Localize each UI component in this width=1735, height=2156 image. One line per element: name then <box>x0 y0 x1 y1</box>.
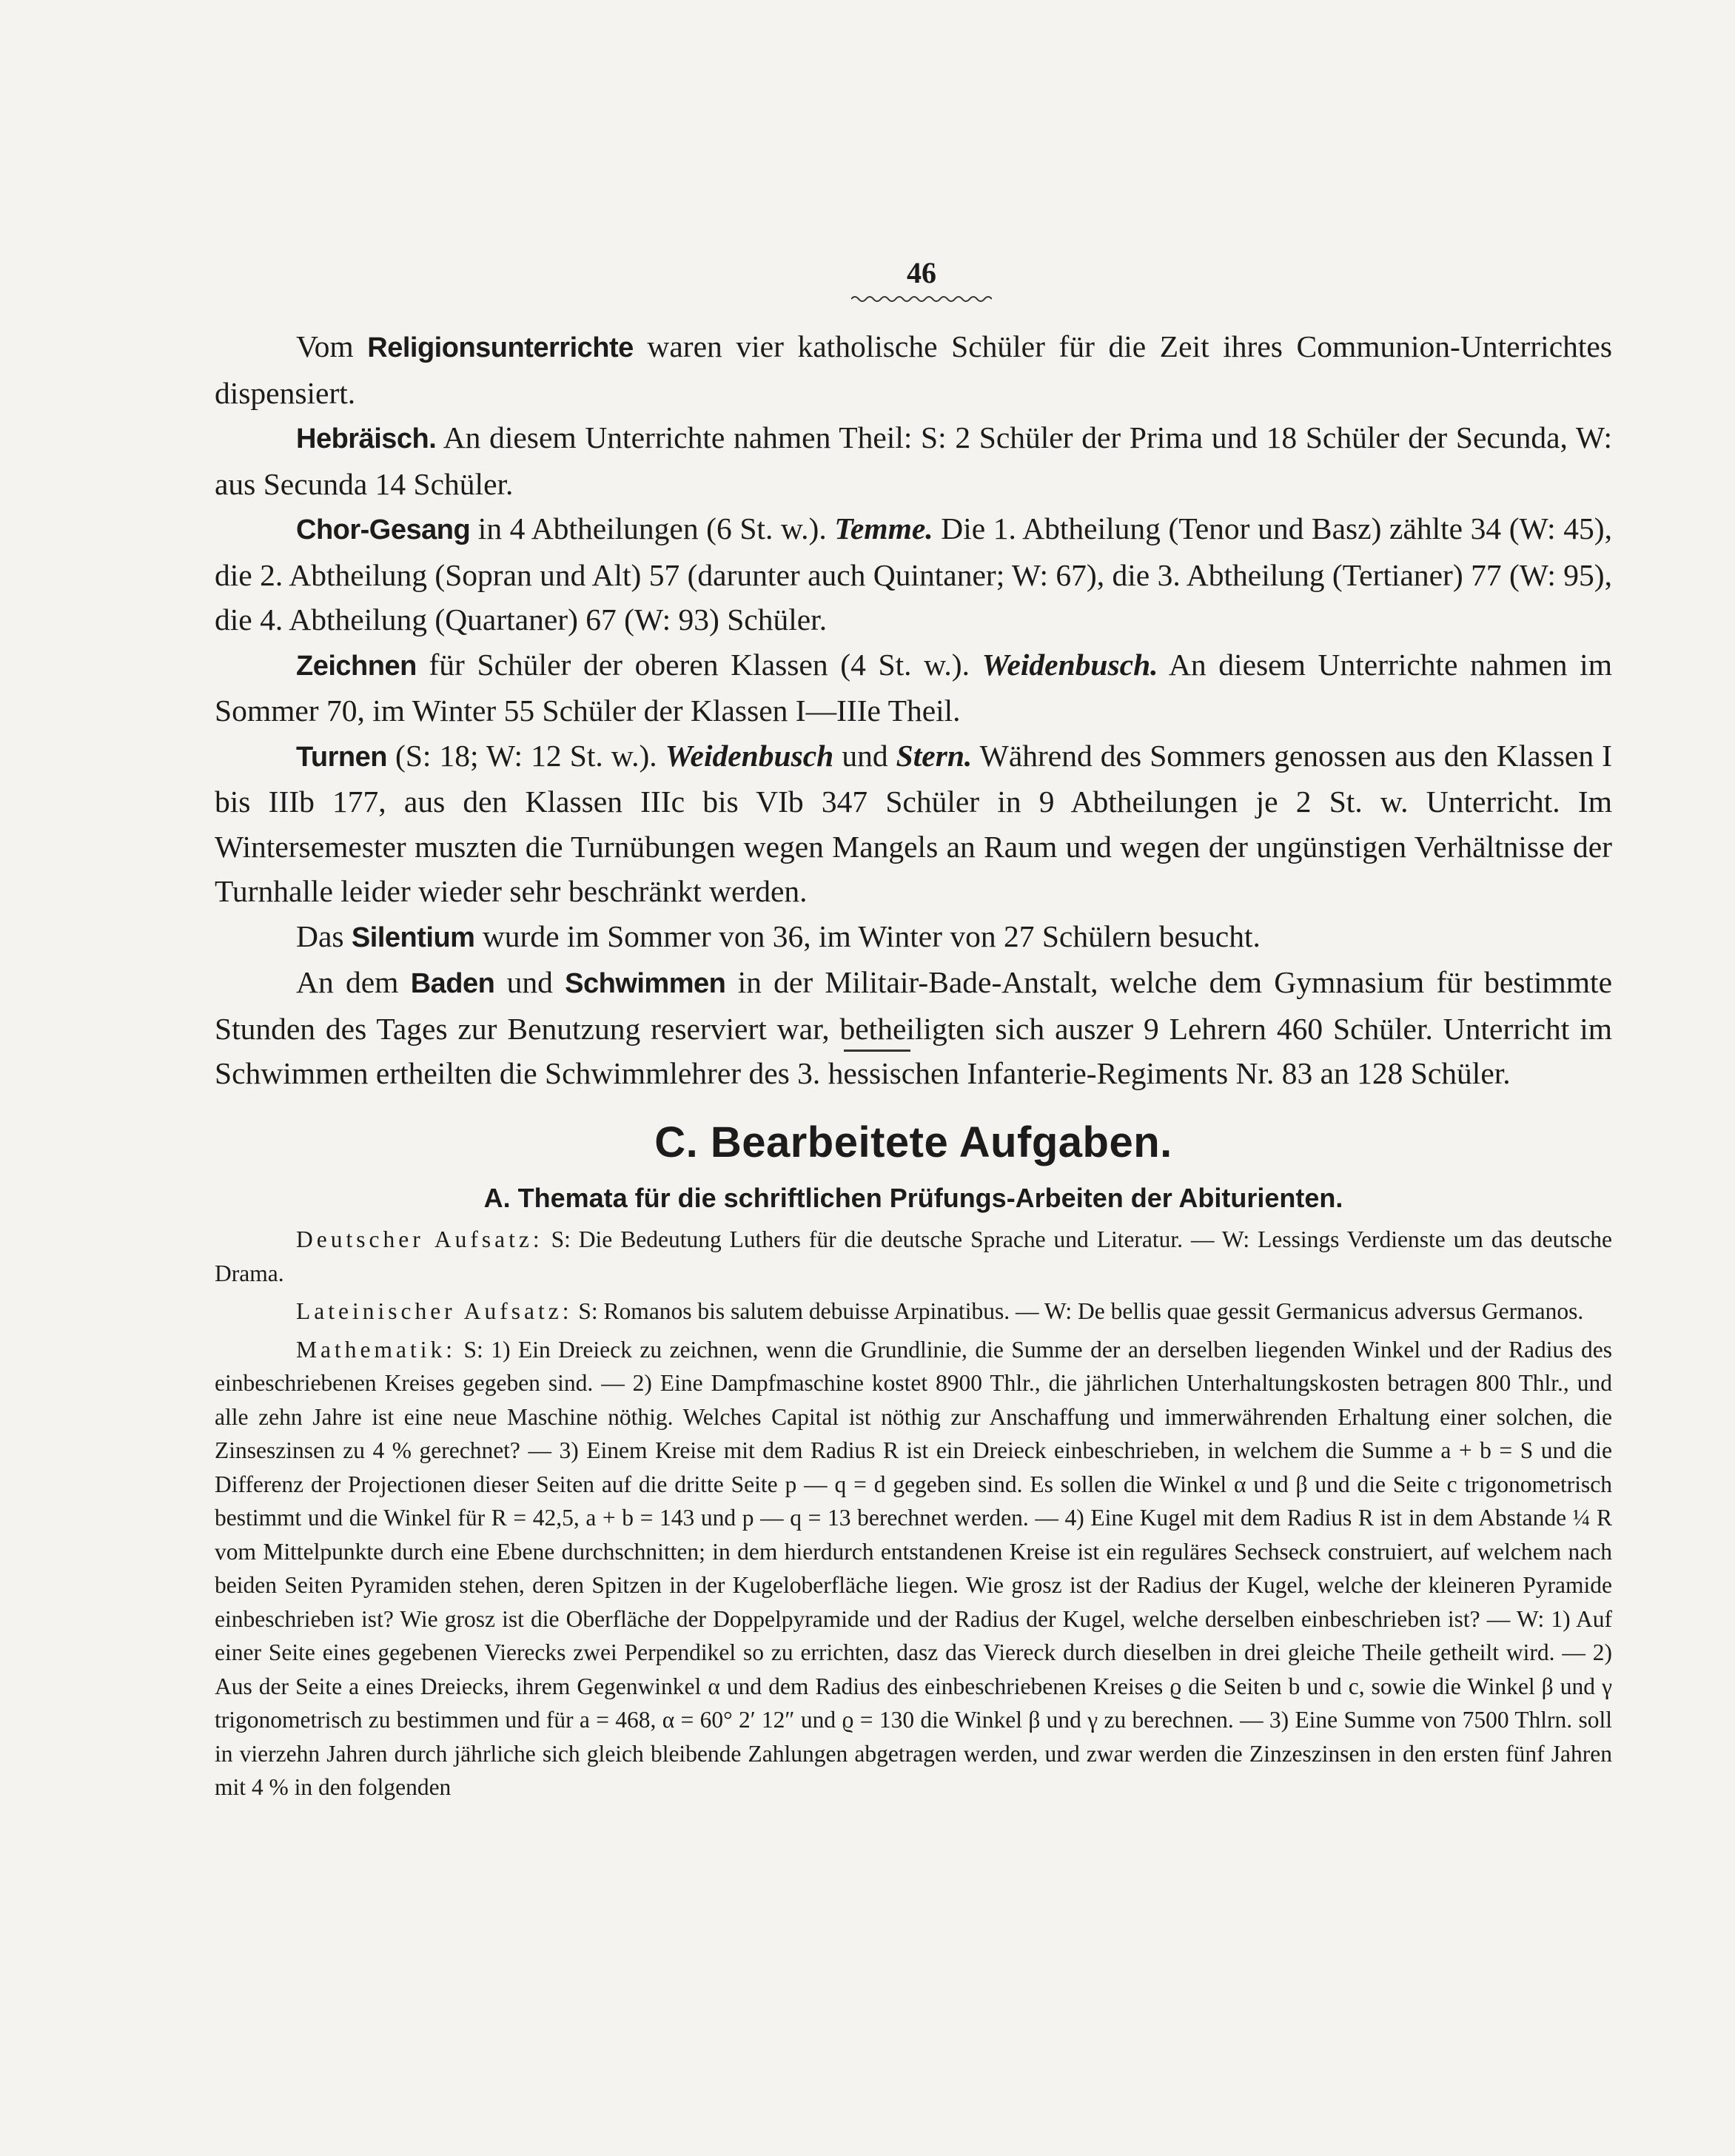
exam-topics <box>215 1223 1612 1809</box>
topic-latin: Lateinischer Aufsatz: S: Romanos bis salutem debuisse Arpinatibus. — W: De bellis quae gessit Germanicus adversus Germanos. <box>296 1298 1584 1324</box>
keyword: Schwimmen <box>565 968 726 999</box>
keyword: Baden <box>410 968 495 999</box>
paragraph-hebrew: Hebräisch. An diesem Unterrichte nahmen Theil: S: 2 Schüler der Prima und 18 Schüler der Secunda, W: aus Secunda 14 Schüler. <box>215 420 1612 501</box>
page-number: 46 <box>907 256 936 289</box>
keyword: Turnen <box>296 741 387 773</box>
paragraph-drawing: Zeichnen für Schüler der oberen Klassen (4 St. w.). Weidenbusch. An diesem Unterrichte nahmen im Sommer 70, im Winter 55 Schüler der Klassen I—IIIe Theil. <box>215 647 1612 728</box>
keyword: Hebräisch. <box>296 423 437 454</box>
page-number-ornament <box>851 295 992 303</box>
section-divider <box>844 1050 910 1052</box>
paragraph-gymnastics: Turnen (S: 18; W: 12 St. w.). Weidenbusch und Stern. Während des Sommers genossen aus den Klassen I bis IIIb 177, aus den Klassen IIIc bis VIb 347 Schüler in 9 Abtheilungen je 2 St. w. Unterricht. Im Wintersemester muszten die Turnübungen wegen Mangels an Raum und wegen der ungünstigen Verhältnisse der Turnhalle leider wieder sehr beschränkt werden. <box>215 738 1612 908</box>
paragraph-swimming: An dem Baden und Schwimmen in der Militair-Bade-Anstalt, welche dem Gymnasium für bestimmte Stunden des Tages zur Benutzung reserviert war, betheiligten sich auszer 9 Lehrern 460 Schüler. Unterricht im Schwimmen ertheilten die Schwimmlehrer des 3. hessischen Infanterie-Regiments Nr. 83 an 128 Schüler. <box>215 965 1612 1090</box>
keyword: Chor-Gesang <box>296 514 471 545</box>
body-text <box>215 324 1612 1096</box>
keyword: Silentium <box>351 921 475 953</box>
topic-mathematics: Mathematik: S: 1) Ein Dreieck zu zeichnen, wenn die Grundlinie, die Summe der an derselben liegenden Winkel und der Radius des einbeschriebenen Kreises gegeben sind. — 2) Eine Dampfmaschine kostet 8900 Thlr., die jährlichen Unterhaltungskosten betragen 800 Thlr., und alle zehn Jahre ist eine neue Maschine nöthig. Welches Capital ist nöthig zur Anschaffung und immerwährenden Erhaltung einer solchen, die Zinseszinsen zu 4 % gerechnet? — 3) Einem Kreise mit dem Radius R ist ein Dreieck einbeschrieben, in welchem die Summe a + b = S und die Differenz der Projectionen dieser Seiten auf die dritte Seite p — q = d gegeben sind. Es sollen die Winkel α und β und die Seite c trigonometrisch bestimmt und die Winkel für R = 42,5, a + b = 143 und p — q = 13 berechnet werden. — 4) Eine Kugel mit dem Radius R ist in dem Abstande ¼ R vom Mittelpunkte durch eine Ebene durchschnitten; in dem hierdurch entstandenen Kreise ist ein reguläres Sechseck construiert, auf welchem nach beiden Seiten Pyramiden stehen, deren Spitzen in der Kugeloberfläche liegen. Wie grosz ist der Radius der Kugel, welche der kleineren Pyramide einbeschrieben ist? Wie grosz ist die Oberfläche der Doppelpyramide und der Radius der Kugel, welche derselben einbeschrieben ist? — W: 1) Auf einer Seite eines gegebenen Vierecks zwei Perpendikel so zu errichten, dasz das Viereck durch dieselben in drei gleiche Theile getheilt wird. — 2) Aus der Seite a eines Dreiecks, ihrem Gegenwinkel α und dem Radius des einbeschriebenen Kreises ϱ die Seiten b und c, sowie die Winkel β und γ trigonometrisch zu bestimmen und für a = 468, α = 60° 2′ 12″ und ϱ = 130 die Winkel β und γ zu berechnen. — 3) Eine Summe von 7500 Thlrn. soll in vierzehn Jahren durch jährliche sich gleich bleibende Zahlungen abgetragen werden, und zwar werden die Zinzeszinsen in den ersten fünf Jahren mit 4 % in den folgenden <box>215 1336 1612 1800</box>
paragraph-religion: Vom Religionsunterrichte waren vier katholische Schüler für die Zeit ihres Communion-Unterrichtes dispensiert. <box>215 329 1612 410</box>
paragraph-choir: Chor-Gesang in 4 Abtheilungen (6 St. w.). Temme. Die 1. Abtheilung (Tenor und Basz) zählte 34 (W: 45), die 2. Abtheilung (Sopran und Alt) 57 (darunter auch Quintaner; W: 67), die 3. Abtheilung (Tertianer) 77 (W: 95), die 4. Abtheilung (Quartaner) 67 (W: 93) Schüler. <box>215 511 1612 637</box>
paragraph-silentium: Das Silentium wurde im Sommer von 36, im Winter von 27 Schülern besucht. <box>296 919 1261 953</box>
keyword: Zeichnen <box>296 650 417 682</box>
keyword: Religionsunterrichte <box>367 332 634 363</box>
section-subheading: A. Themata für die schriftlichen Prüfungs-Arbeiten der Abiturienten. <box>483 1183 1343 1213</box>
section-heading: C. Bearbeitete Aufgaben. <box>654 1118 1172 1166</box>
topic-german: Deutscher Aufsatz: S: Die Bedeutung Luthers für die deutsche Sprache und Literatur. — W: Lessings Verdienste um das deutsche Drama. <box>215 1226 1612 1286</box>
